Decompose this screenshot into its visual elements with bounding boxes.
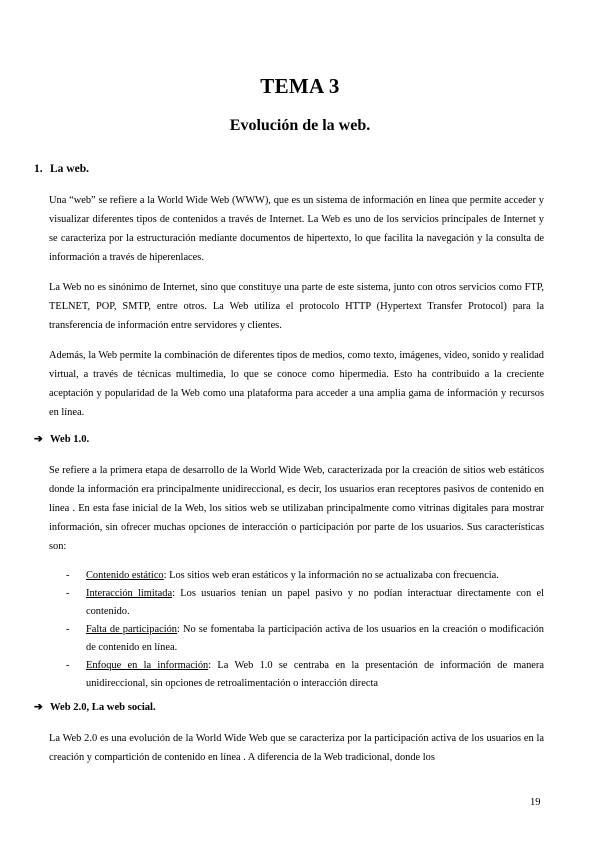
list-item-term: Falta de participación [86,624,178,635]
list-item-term: Interacción limitada [86,588,173,599]
page-number: 19 [530,797,541,808]
section-number: 1. [34,163,43,175]
list-item-text: : La Web 1.0 se centraba en la presentación de información de manera unidireccional, sin opciones de retroalimentación o interacción directa [86,660,544,689]
characteristics-list [66,567,544,693]
subheading-web-1 [34,433,89,445]
dash-marker: - [66,660,70,671]
list-item [66,621,544,657]
list-item [66,657,544,693]
arrow-icon: ➔ [34,702,43,713]
paragraph-hipermedia: Además, la Web permite la combinación de diferentes tipos de medios, como texto, imágenes, video, sonido y realidad virtual, a través de técnicas multimedia, lo que se conoce como hipermedia. Esto ha contribuido a la creciente aceptación y popularidad de la Web como una plataforma para acceder a una amplia gama de información y recursos en línea. [49,350,544,418]
page-subtitle: Evolución de la web. [229,117,371,134]
list-item-text: : No se fomentaba la participación activa de los usuarios en la creación o modificación de contenido en línea. [86,624,545,653]
list-item-text: : Los usuarios tenían un papel pasivo y no podían interactuar directamente con el contenido. [86,588,544,617]
paragraph-web-definition: Una “web” se refiere a la World Wide Web (WWW), que es un sistema de información en línea que permite acceder y visualizar diferentes tipos de contenidos a través de Internet. La Web es uno de los servicios principales de Internet y se caracteriza por la estructuración mediante documentos de hipertexto, lo que facilita la navegación y la consulta de información a través de hiperenlaces. [49,195,544,263]
subheading-web-2-label: Web 2.0, La web social. [50,702,156,713]
section-title: La web. [50,163,89,175]
list-item-term: Enfoque en la información [86,660,209,671]
list-item [66,567,544,585]
arrow-icon: ➔ [34,434,43,445]
list-item-text: : Los sitios web eran estáticos y la información no se actualizaba con frecuencia. [163,570,499,581]
dash-marker: - [66,570,70,581]
section-heading-la-web [34,163,89,175]
paragraph-web-2: La Web 2.0 es una evolución de la World Wide Web que se caracteriza por la participación activa de los usuarios en la creación y compartición de contenido en línea . A diferencia de la Web tradicional, donde los [49,733,544,763]
paragraph-web-1: Se refiere a la primera etapa de desarrollo de la World Wide Web, caracterizada por la creación de sitios web estáticos donde la información era principalmente unidireccional, es decir, los usuarios eran receptores pasivos de contenido en línea . En esta fase inicial de la Web, los sitios web se utilizaban principalmente como vitrinas digitales para mostrar información, sin ofrecer muchas opciones de interacción o participación por parte de los usuarios. Sus características son: [49,465,544,552]
dash-marker: - [66,624,70,635]
list-item-term: Contenido estático [86,570,164,581]
subheading-web-2 [34,701,156,713]
list-item [66,585,544,621]
dash-marker: - [66,588,70,599]
page-title: TEMA 3 [260,74,340,98]
subheading-web-1-label: Web 1.0. [50,434,90,445]
paragraph-web-vs-internet: La Web no es sinónimo de Internet, sino que constituye una parte de este sistema, junto con otros servicios como FTP, TELNET, POP, SMTP, entre otros. La Web utiliza el protocolo HTTP (Hypertext Transfer Protocol) para la transferencia de información entre servidores y clientes. [49,282,544,331]
